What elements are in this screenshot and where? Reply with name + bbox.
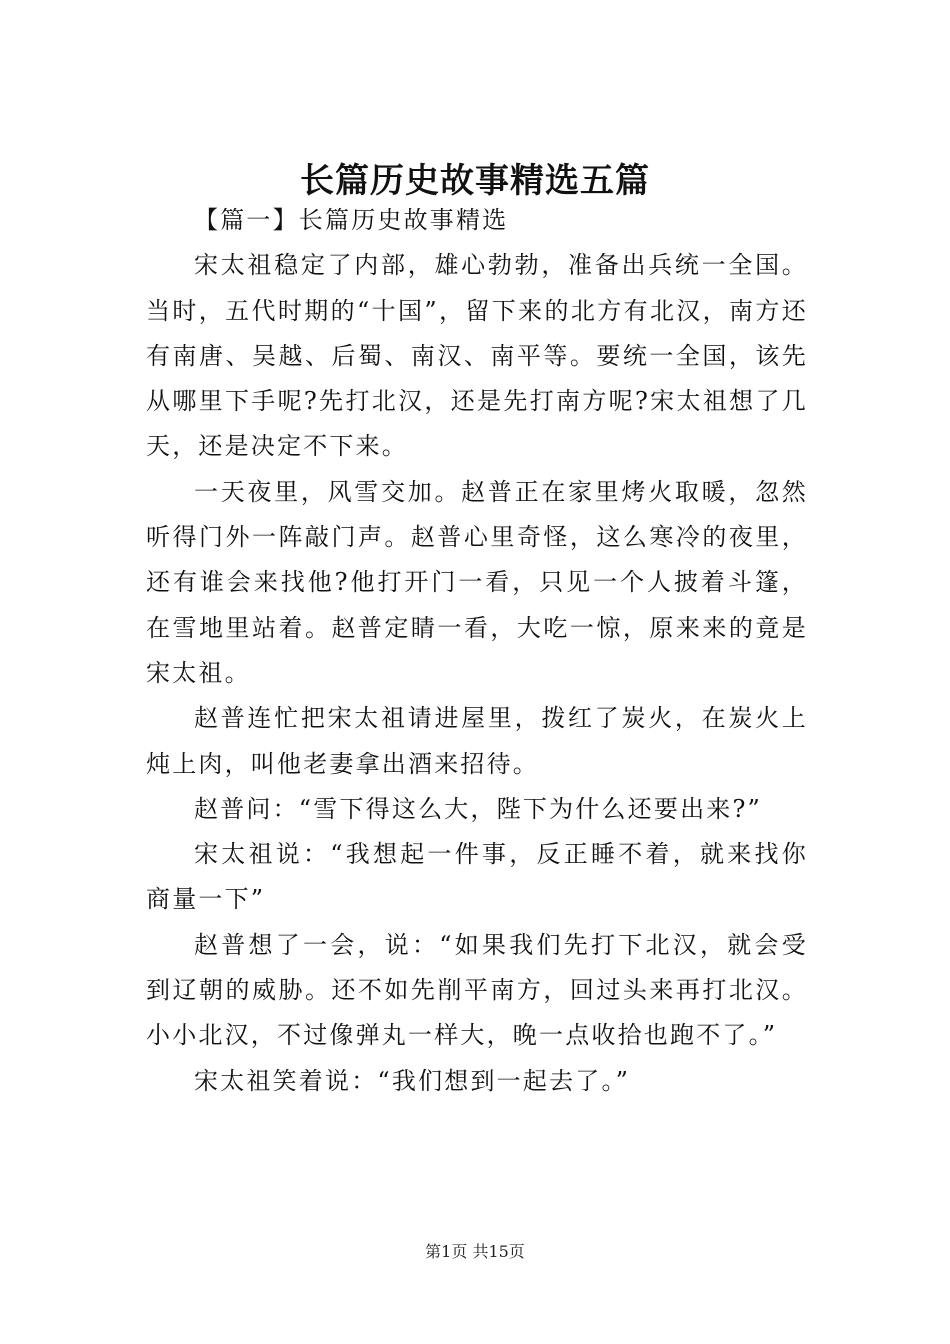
paragraph: 赵普问：“雪下得这么大，陛下为什么还要出来?” (194, 794, 763, 823)
paragraph: 赵普想了一会，说：“如果我们先打下北汉，就会受到辽朝的威胁。还不如先削平南方，回过头来再打北汉。小小北汉，不过像弹丸一样大，晚一点收拾也跑不了。” (146, 930, 808, 1050)
page-footer: 第1页 共15页 (425, 1242, 525, 1261)
document-body (146, 198, 808, 1104)
paragraph: 宋太祖说：“我想起一件事，反正睡不着，就来找你商量一下” (146, 840, 808, 914)
paragraph: 宋太祖笑着说：“我们想到一起去了。” (194, 1066, 631, 1095)
document-title: 长篇历史故事精选五篇 (300, 160, 650, 201)
paragraph: 宋太祖稳定了内部，雄心勃勃，准备出兵统一全国。当时，五代时期的“十国”，留下来的北方有北汉，南方还有南唐、吴越、后蜀、南汉、南平等。要统一全国，该先从哪里下手呢?先打北汉，还是先打南方呢?宋太祖想了几天，还是决定不下来。 (146, 251, 808, 461)
section-heading: 【篇一】长篇历史故事精选 (194, 206, 509, 234)
paragraph: 赵普连忙把宋太祖请进屋里，拨红了炭火，在炭火上炖上肉，叫他老妻拿出酒来招待。 (146, 704, 808, 778)
paragraph: 一天夜里，风雪交加。赵普正在家里烤火取暖，忽然听得门外一阵敲门声。赵普心里奇怪，这么寒冷的夜里，还有谁会来找他?他打开门一看，只见一个人披着斗篷，在雪地里站着。赵普定睛一看，大吃一惊，原来来的竟是宋太祖。 (146, 477, 808, 687)
